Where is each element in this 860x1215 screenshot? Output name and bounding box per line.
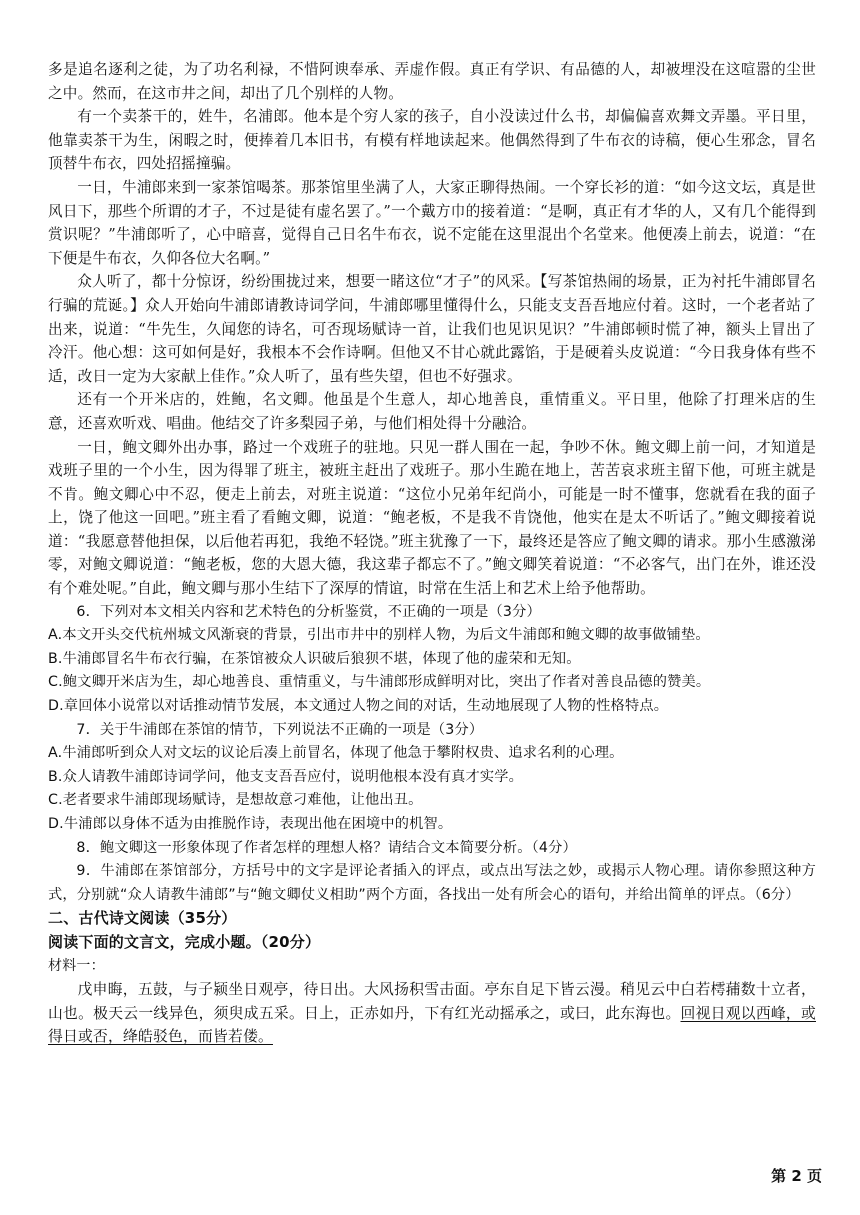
passage-paragraph-4: 还有一个开米店的，姓鲍，名文卿。他虽是个生意人，却心地善良，重情重义。平日里，他除了打理米店的生意，还喜欢听戏、唱曲。他结交了许多梨园子弟，与他们相处得十分融洽。	[48, 391, 816, 432]
classical-text-underlined: 回视日观以西峰，或得日或否，绛皓驳色，而皆若偻。	[48, 1004, 816, 1046]
question-7: 7．关于牛浦郎在茶馆的情节，下列说法不正确的一项是（3分）	[76, 721, 484, 738]
passage-paragraph-5: 一日，鲍文卿外出办事，路过一个戏班子的驻地。只见一群人围在一起，争吵不休。鲍文卿上前一问，才知道是戏班子里的一个小生，因为得罪了班主，被班主赶出了戏班子。那小生跪在地上，苦苦哀求班主留下他，可班主就是不肯。鲍文卿心中不忍，便走上前去，对班主说道：“这位小兄弟年纪尚小，可能是一时不懂事，您就看在我的面子上，饶了他这一回吧。”班主看了看鲍文卿，说道：“鲍老板，不是我不肯饶他，他实在是太不听话了。”鲍文卿接着说道：“我愿意替他担保，以后他若再犯，我绝不轻饶。”班主犹豫了一下，最终还是答应了鲍文卿的请求。那小生感激涕零，对鲍文卿说道：“鲍老板，您的大恩大德，我这辈子都忘不了。”鲍文卿笑着说道：“不必客气，出门在外，谁还没有个难处呢。”自此，鲍文卿与那小生结下了深厚的情谊，时常在生活上和艺术上给予他帮助。	[48, 438, 816, 598]
question-6-option-a: A.本文开头交代杭州城文风渐衰的背景，引出市井中的别样人物，为后文牛浦郎和鲍文卿的故事做铺垫。	[48, 627, 710, 644]
section-2-title: 二、古代诗文阅读（35分）	[48, 909, 237, 928]
question-6: 6．下列对本文相关内容和艺术特色的分析鉴赏，不正确的一项是（3分）	[76, 603, 541, 620]
passage-paragraph-2: 一日，牛浦郎来到一家茶馆喝茶。那茶馆里坐满了人，大家正聊得热闹。一个穿长衫的道：“如今这文坛，真是世风日下，那些个所谓的才子，不过是徒有虚名罢了。”一个戴方巾的接着道：“是啊，真正有才华的人，又有几个能得到赏识呢？”牛浦郎听了，心中暗喜，觉得自己日名牛布衣，说不定能在这里混出个名堂来。他便凑上前去，说道：“在下便是牛布衣，久仰各位大名啊。”	[48, 178, 816, 267]
passage-paragraph-3: 众人听了，都十分惊讶，纷纷围拢过来，想要一睹这位“才子”的风采。【写茶馆热闹的场景，正为衬托牛浦郎冒名行骗的荒诞。】众人开始向牛浦郎请教诗词学问，牛浦郎哪里懂得什么，只能支支吾吾地应付着。这时，一个老者站了出来，说道：“牛先生，久闻您的诗名，可否现场赋诗一首，让我们也见识见识？”牛浦郎顿时慌了神，额头上冒出了冷汗。他心想：这可如何是好，我根本不会作诗啊。但他又不甘心就此露馅，于是硬着头皮说道：“今日我身体有些不适，改日一定为大家献上佳作。”众人听了，虽有些失望，但也不好强求。	[48, 273, 816, 385]
section-2-subtitle: 阅读下面的文言文，完成小题。（20分）	[48, 932, 321, 951]
question-7-option-d: D.牛浦郎以身体不适为由推脱作诗，表现出他在困境中的机智。	[48, 816, 453, 832]
question-8: 8．鲍文卿这一形象体现了作者怎样的理想人格？请结合文本简要分析。（4分）	[76, 839, 577, 856]
question-9: 9．牛浦郎在茶馆部分，方括号中的文字是评论者插入的评点，或点出写法之妙，或揭示人物心理。请你参照这种方式，分别就“众人请教牛浦郎”与“鲍文卿仗义相助”两个方面，各找出一处有所会心的语句，并给出简单的评点。（6分）	[48, 863, 816, 903]
question-7-option-c: C.老者要求牛浦郎现场赋诗，是想故意刁难他，让他出丑。	[48, 792, 423, 809]
passage-paragraph-0: 多是追名逐利之徒，为了功名利禄，不惜阿谀奉承、弄虚作假。真正有学识、有品德的人，却被埋没在这喧嚣的尘世之中。然而，在这市井之间，却出了几个别样的人物。	[48, 61, 816, 102]
question-6-option-c: C.鲍文卿开米店为生，却心地善良、重情重义，与牛浦郎形成鲜明对比，突出了作者对善良品德的赞美。	[48, 674, 711, 691]
passage-paragraph-1: 有一个卖茶干的，姓牛，名浦郎。他本是个穷人家的孩子，自小没读过什么书，却偏偏喜欢舞文弄墨。平日里，他靠卖茶干为生，闲暇之时，便捧着几本旧书，有模有样地读起来。他偶然得到了牛布衣的诗稿，便心生邪念，冒名顶替牛布衣，四处招摇撞骗。	[48, 108, 816, 173]
classical-text-main: 戊申晦，五鼓，与子颍坐日观亭，待日出。大风扬积雪击面。亭东自足下皆云漫。稍见云中白若樗蒱数十立者，山也。极天云一线异色，须臾成五采。日上，正赤如丹，下有红光动摇承之，或曰，此东海也。	[48, 981, 816, 1022]
exam-page	[48, 58, 816, 1049]
classical-text	[48, 978, 816, 1049]
material-1-label: 材料一：	[48, 957, 105, 974]
question-6-option-b: B.牛浦郎冒名牛布衣行骗，在茶馆被众人识破后狼狈不堪，体现了他的虚荣和无知。	[48, 650, 581, 667]
question-7-option-b: B.众人请教牛浦郎诗词学问，他支支吾吾应付，说明他根本没有真才实学。	[48, 768, 524, 785]
question-6-option-d: D.章回体小说常以对话推动情节发展，本文通过人物之间的对话，生动地展现了人物的性格特点。	[48, 698, 669, 715]
question-7-option-a: A.牛浦郎听到众人对文坛的议论后凑上前冒名，体现了他急于攀附权贵、追求名利的心理。	[48, 745, 624, 762]
page-number: 第 2 页	[771, 1167, 822, 1185]
